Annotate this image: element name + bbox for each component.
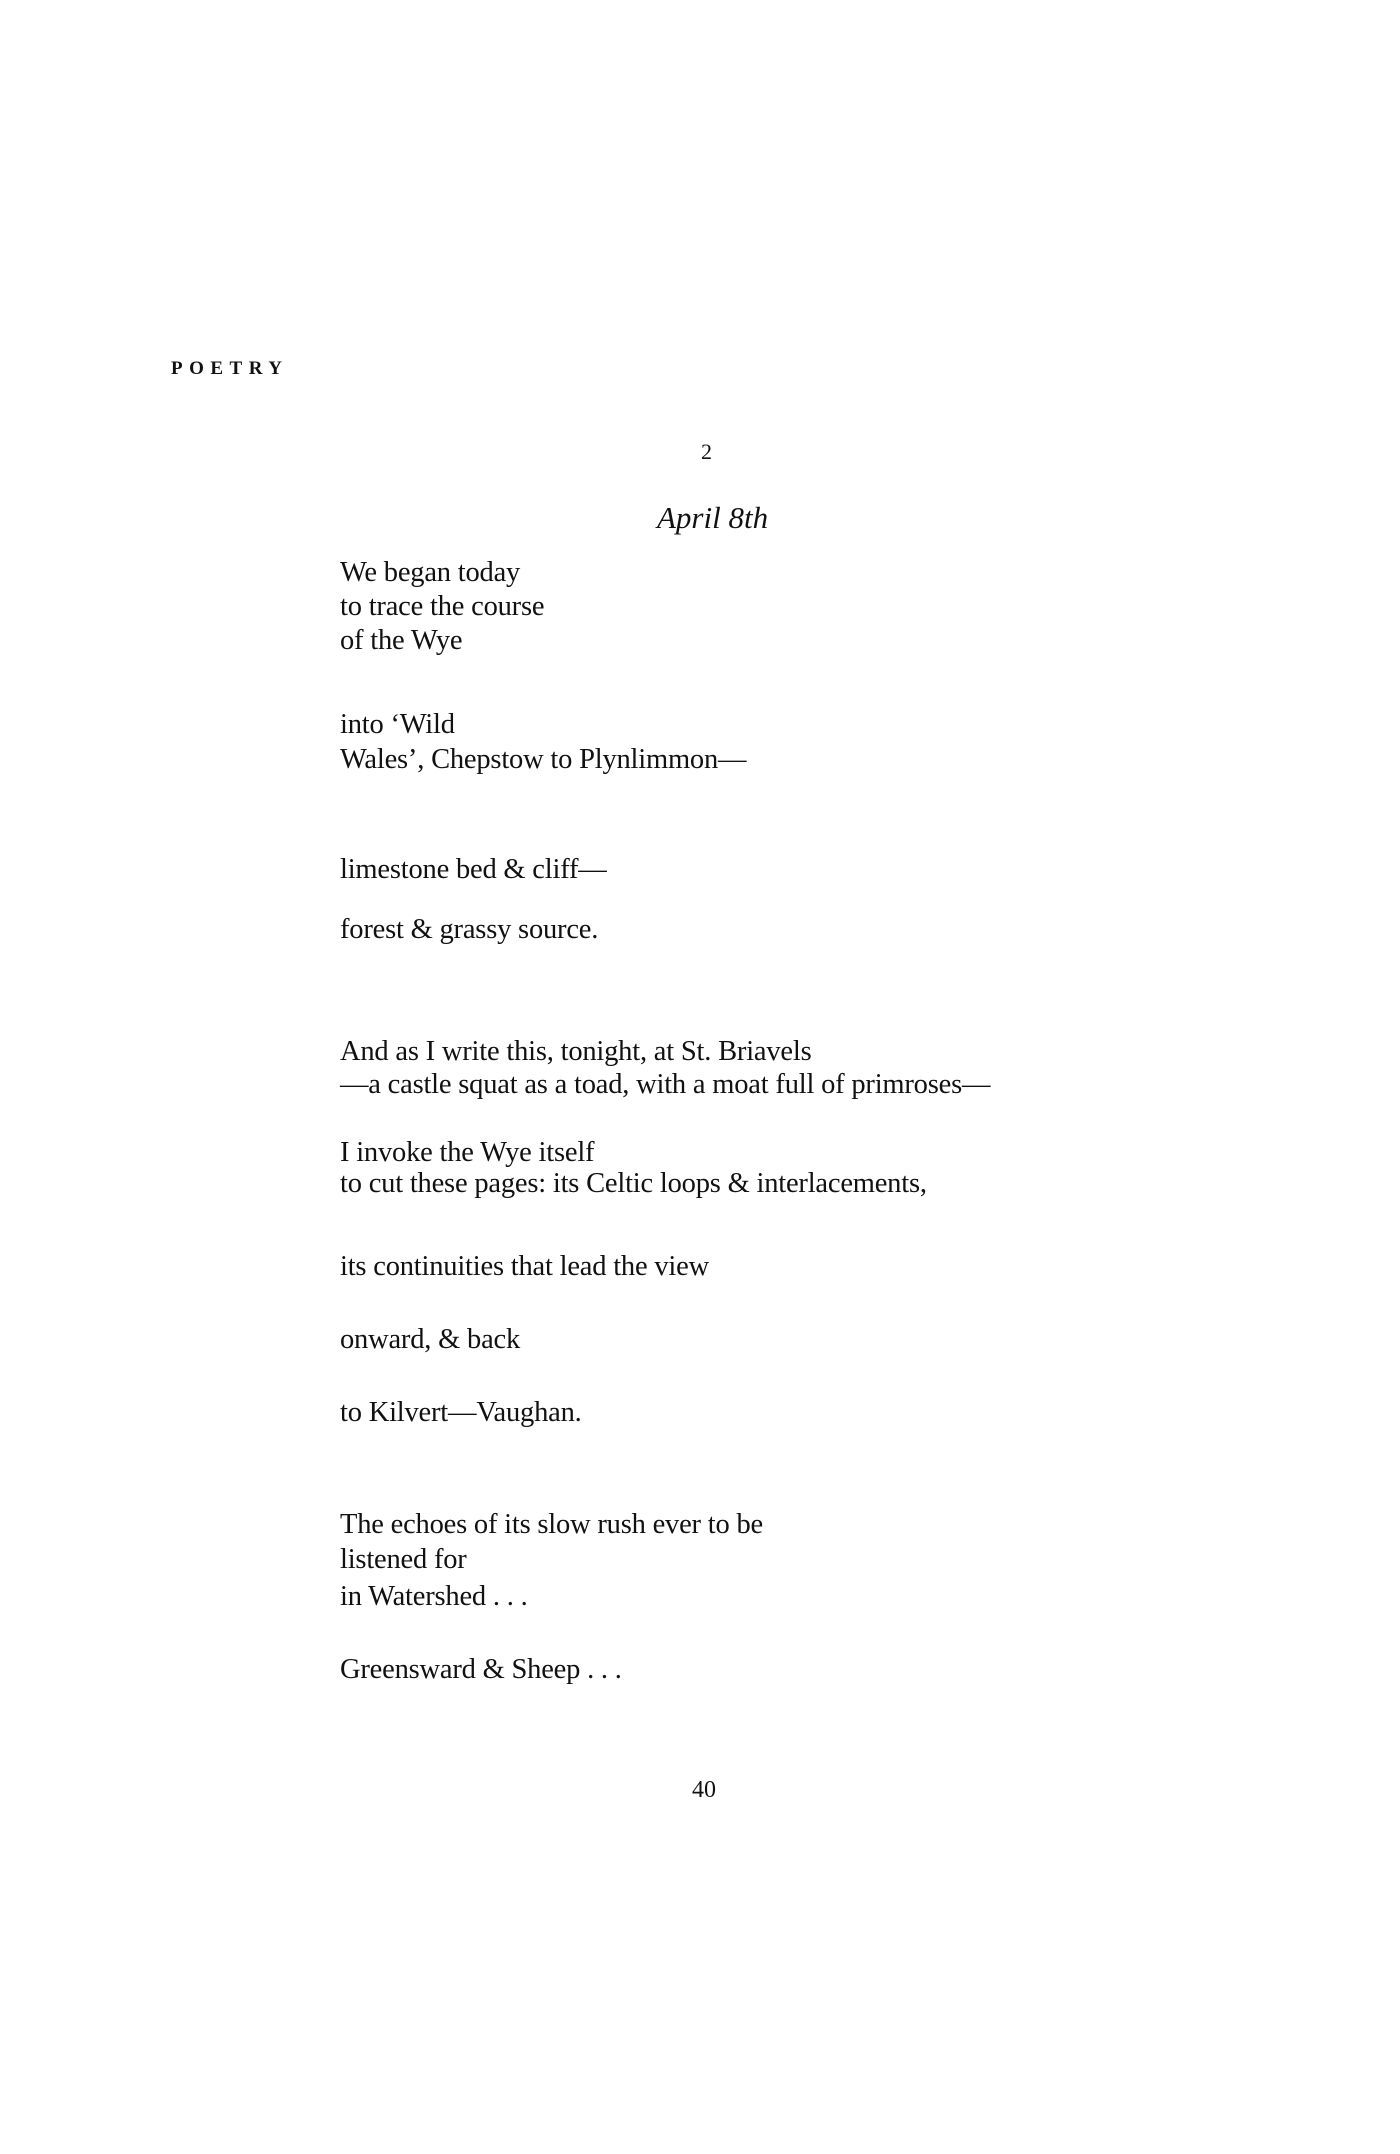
poem-line: —a castle squat as a toad, with a moat full of primroses— xyxy=(340,1069,991,1100)
page-number: 40 xyxy=(692,1777,716,1803)
poem-line: limestone bed & cliff— xyxy=(340,854,607,885)
section-number: 2 xyxy=(701,439,712,464)
poem-line: to cut these pages: its Celtic loops & interlacements, xyxy=(340,1168,927,1199)
poem-line: listened for xyxy=(340,1544,467,1575)
poem-line: in Watershed . . . xyxy=(340,1581,528,1612)
date-heading: April 8th xyxy=(657,500,769,535)
poem-line: I invoke the Wye itself xyxy=(340,1137,595,1168)
poem-line: into ‘Wild xyxy=(340,709,455,740)
poem-line: Greensward & Sheep . . . xyxy=(340,1654,622,1685)
poem-line: to trace the course xyxy=(340,591,545,622)
poem-line: Wales’, Chepstow to Plynlimmon— xyxy=(340,744,747,775)
poem-line: its continuities that lead the view xyxy=(340,1251,709,1282)
poem-line: onward, & back xyxy=(340,1324,521,1355)
poem-line: of the Wye xyxy=(340,625,463,656)
poem-line: The echoes of its slow rush ever to be xyxy=(340,1509,763,1540)
poem-line: forest & grassy source. xyxy=(340,914,599,945)
poem-line: And as I write this, tonight, at St. Briavels xyxy=(340,1036,812,1067)
poem-line: We began today xyxy=(340,557,521,588)
running-head: POETRY xyxy=(171,358,289,379)
poem-line: to Kilvert—Vaughan. xyxy=(340,1397,582,1428)
